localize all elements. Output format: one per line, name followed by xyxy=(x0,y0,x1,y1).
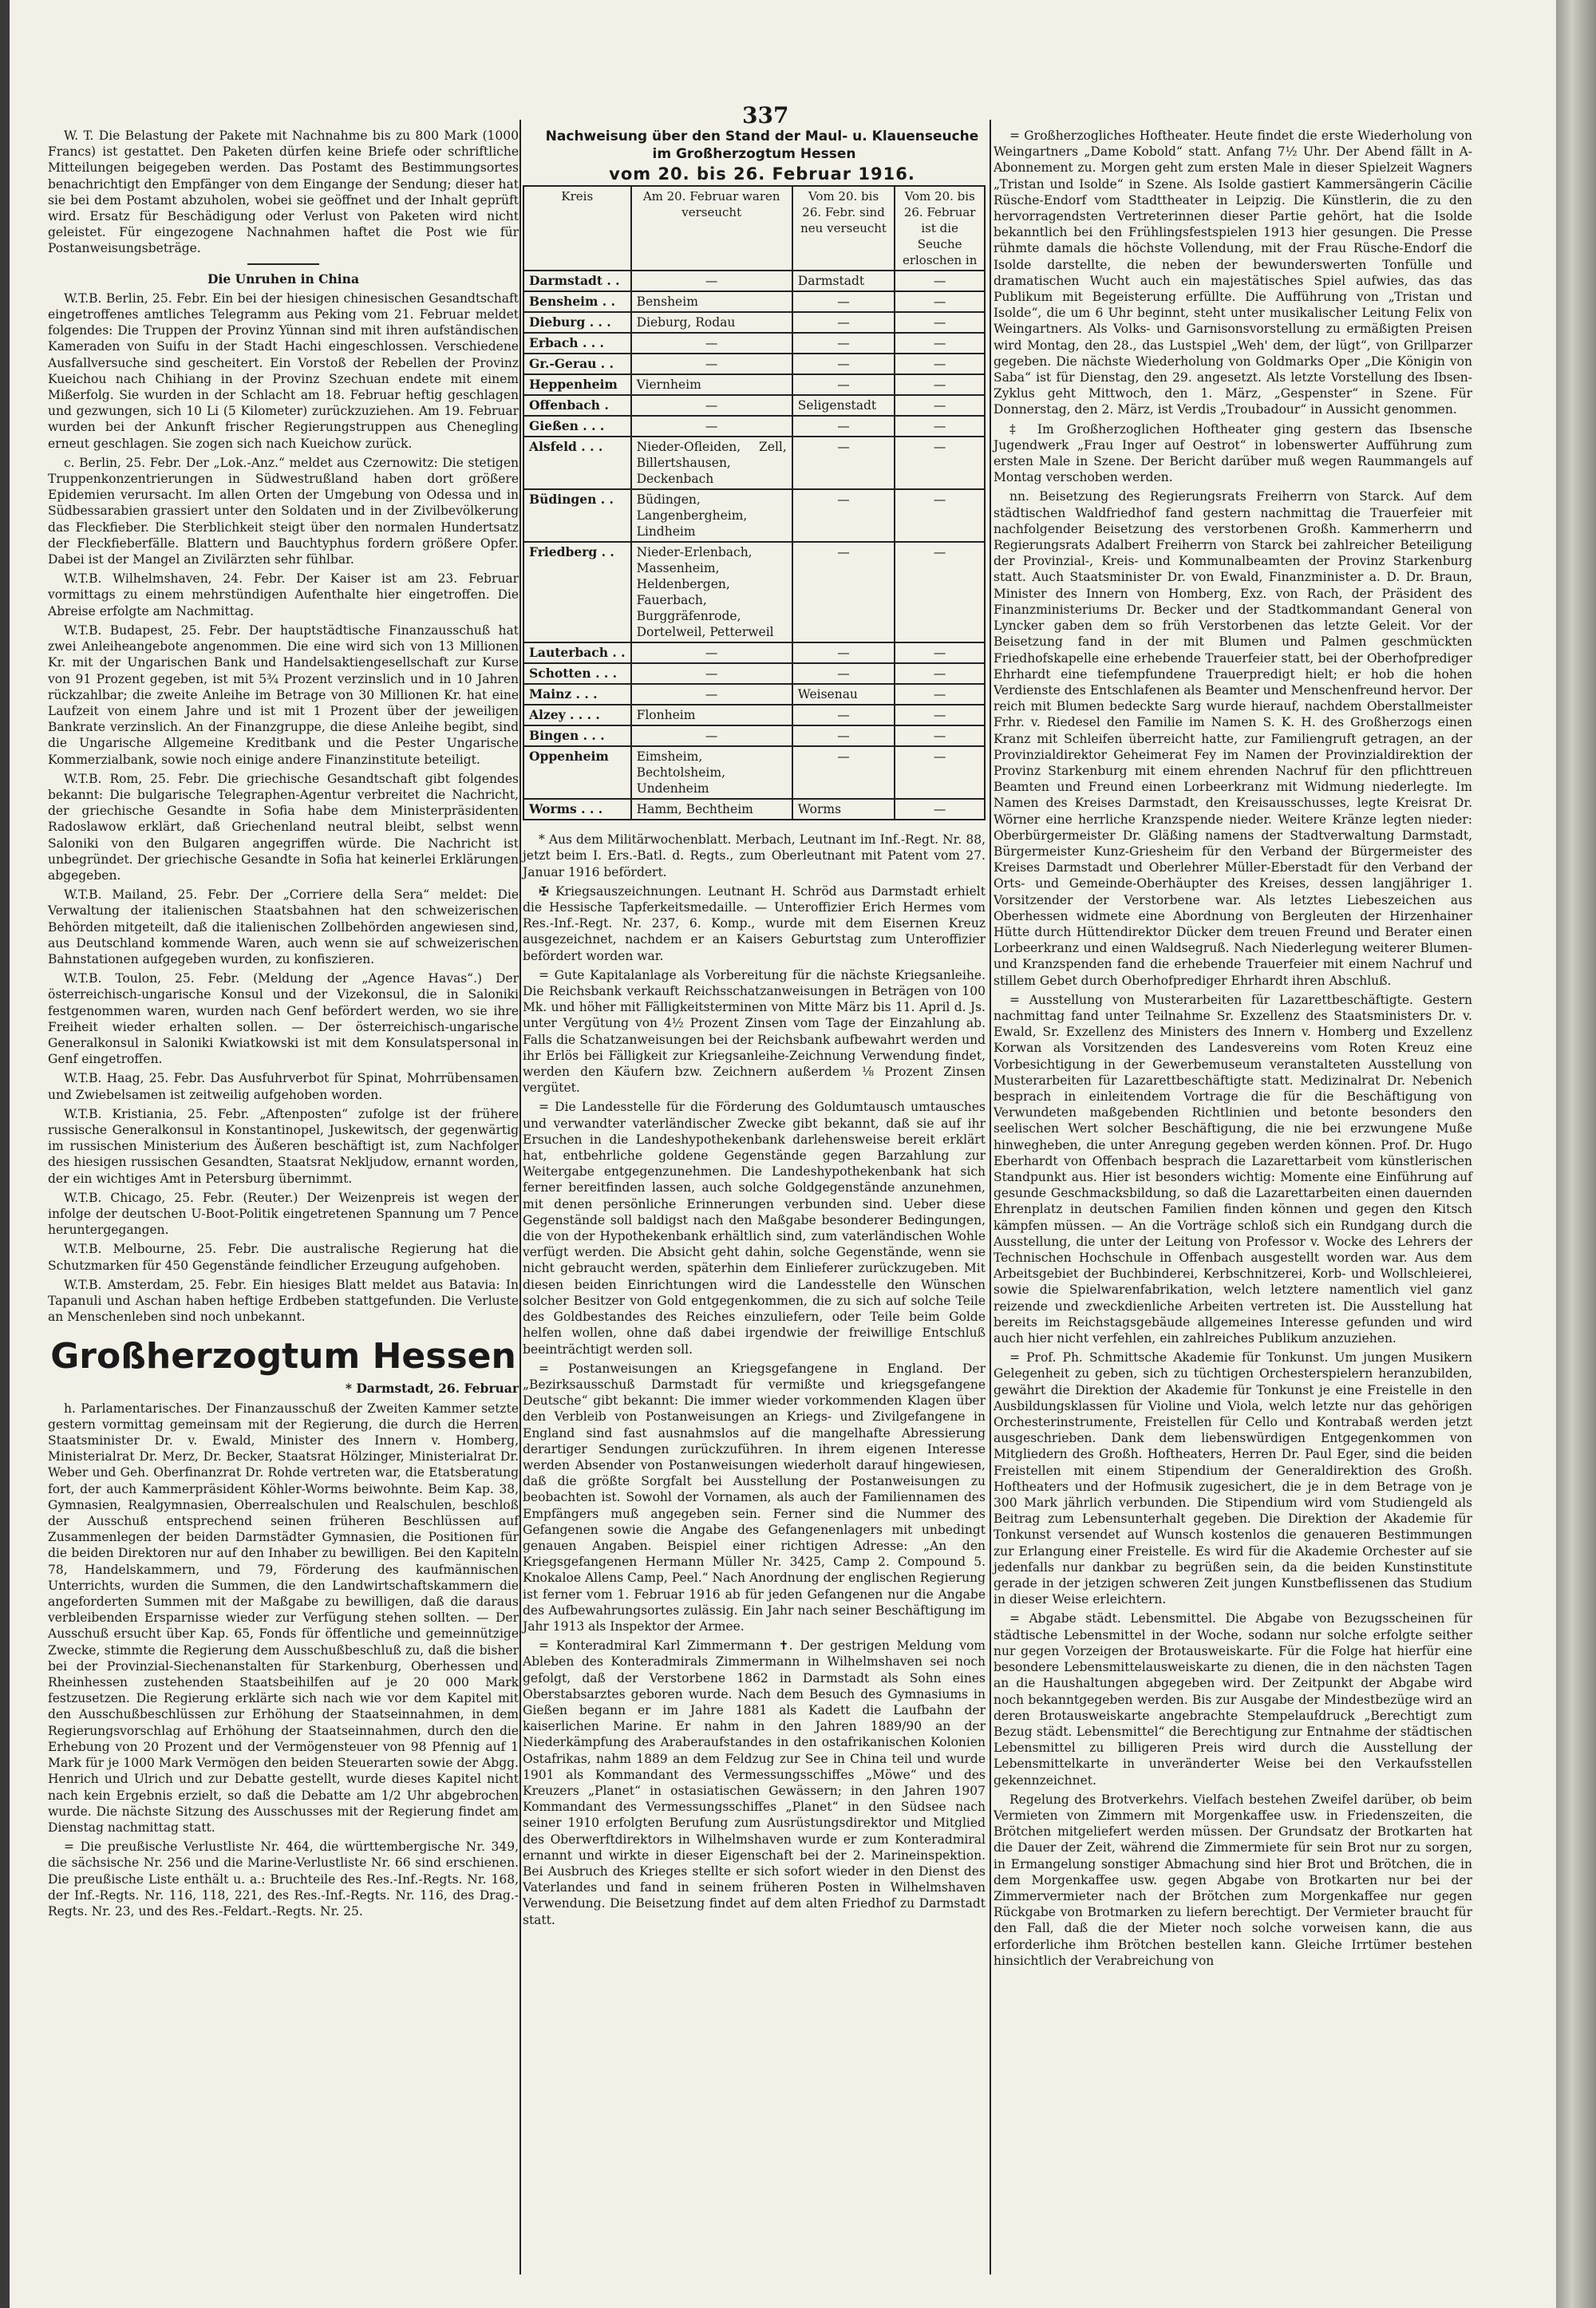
article-paragraph: = Gute Kapitalanlage als Vorbereitung für die nächste Kriegsanleihe. Die Reichsbank verkauft Reichsschatzanweisungen in Beträgen von 100 Mk. und höher mit Fälligkeitsterminen von Mitte März bis 11. April d. Js. unter Vergütung von 4½ Prozent Zinsen vom Tage der Einzahlung ab. Falls die Schatzanweisungen bei der Reichsbank aufbewahrt werden und ihr Erlös bei Fälligkeit zur Kriegsanleihe-Zeichnung Verwendung findet, werden den Käufern bzw. Zeichnern außerdem ⅛ Prozent Zinsen vergütet. xyxy=(523,967,986,1096)
table-row xyxy=(523,312,985,333)
table-cell: — xyxy=(895,663,985,684)
article-paragraph: * Aus dem Militärwochenblatt. Merbach, Leutnant im Inf.-Regt. Nr. 88, jetzt beim I. Ers.-Batl. d. Regts., zum Oberleutnant mit Patent vom 27. Januar 1916 befördert. xyxy=(523,832,986,879)
article-paragraph: W.T.B. Kristiania, 25. Febr. „Aftenposten“ zufolge ist der frühere russische Generalkonsul in Konstantinopel, Juskewitsch, der gegenwärtig im russischen Ministerium des Äußeren beschäftigt ist, zum Nachfolger des hiesigen russischen Gesandten, Staatsrat Nekljudow, ernannt worden, der ein wichtiges Amt in Petersburg übernimmt. xyxy=(48,1106,519,1186)
article-paragraph: ✠ Kriegsauszeichnungen. Leutnant H. Schröd aus Darmstadt erhielt die Hessische Tapferkeitsmedaille. — Unteroffizier Erich Hermes vom Res.-Inf.-Regt. Nr. 237, 6. Komp., wurde mit dem Eisernen Kreuz ausgezeichnet, nachdem er an Kaisers Geburtstag zum Unteroffizier befördert worden war. xyxy=(523,883,986,963)
table-cell-kreis: Bingen . . . xyxy=(523,725,631,746)
table-cell-kreis: Büdingen . . xyxy=(523,489,631,542)
article-paragraph: W.T.B. Berlin, 25. Febr. Ein bei der hiesigen chinesischen Gesandtschaft eingetroffenes amtliches Telegramm aus Peking vom 21. Februar meldet folgendes: Die Truppen der Provinz Yünnan sind mit ihren aufständischen Kameraden von Suifu in der Stadt Hachi eingeschlossen. Verschiedene Ausfallversuche sind gescheitert. Ein Vorstoß der Rebellen der Provinz Kueichou nach Chihiang in der Provinz Szechuan endete mit einem Mißerfolg. Sie wurden in der Schlacht am 18. Februar heftig geschlagen und gezwungen, sich 10 Li (5 Kilometer) zurückzuziehen. Am 19. Februar wurden bei der Ankunft frischer Regierungstruppen aus Chenegling erneut geschlagen. Sie zogen sich nach Kueichow zurück. xyxy=(48,290,519,451)
table-row xyxy=(523,542,985,642)
table-header-row xyxy=(523,186,985,271)
table-row xyxy=(523,416,985,437)
table-header-cell: Kreis xyxy=(523,186,631,271)
table-cell: Viernheim xyxy=(631,374,792,395)
table-cell: — xyxy=(631,271,792,291)
table-cell-kreis: Dieburg . . . xyxy=(523,312,631,333)
table-row xyxy=(523,291,985,312)
table-row xyxy=(523,354,985,374)
table-cell: Büdingen, Langenbergheim, Lindheim xyxy=(631,489,792,542)
table-cell: Nieder-Ofleiden, Zell, Billertshausen, Deckenbach xyxy=(631,437,792,489)
table-cell: — xyxy=(895,291,985,312)
table-cell: — xyxy=(792,542,895,642)
table-row xyxy=(523,746,985,799)
table-cell-kreis: Darmstadt . . xyxy=(523,271,631,291)
column-3-articles xyxy=(994,128,1472,1969)
table-cell: Worms xyxy=(792,799,895,820)
table-row xyxy=(523,333,985,354)
table-cell: Flonheim xyxy=(631,705,792,725)
table-cell-kreis: Friedberg . . xyxy=(523,542,631,642)
hessen-heading: Großherzogtum Hessen xyxy=(50,1336,516,1377)
table-cell: — xyxy=(895,354,985,374)
table-cell: — xyxy=(895,312,985,333)
table-cell: — xyxy=(792,705,895,725)
column-rule-1 xyxy=(519,120,521,2274)
table-cell-kreis: Schotten . . . xyxy=(523,663,631,684)
page-number: 337 xyxy=(742,102,789,128)
table-cell-kreis: Oppenheim xyxy=(523,746,631,799)
table-cell: — xyxy=(792,312,895,333)
article-paragraph: = Die Landesstelle für die Förderung des Goldumtausch umtausches und verwandter vaterländischer Zwecke gibt bekannt, daß sie auf ihr Ersuchen in die Landeshypothekenbank darlehensweise bereit erklärt hat, entbehrliche goldene Gegenstände gegen Barzahlung zur Weitergabe entgegenzunehmen. Die Landeshypothekenbank hat sich ferner bereitfinden lassen, auch solche Goldgegenstände anzunehmen, mit denen persönliche Erinnerungen verbunden sind. Ueber diese Gegenstände soll baldigst nach den Maßgabe besonderer Bedingungen, die von der Hypothekenbank erhältlich sind, zum vaterländischen Wohle verfügt werden. Die Absicht geht dahin, solche Gegenstände, wenn sie nicht gebraucht werden, späterhin dem Einlieferer zurückzugeben. Mit diesen beiden Einrichtungen wird die Landesstelle den Wünschen solcher Besitzer von Gold entgegenkommen, die zu sich auf solche Teile des Goldbestandes des Reiches einzuliefern, oder Teile beim Golde helfen wollen, ohne daß dabei irgendwie der freiwillige Entschluß beeinträchtigt werden soll. xyxy=(523,1100,986,1357)
column-rule-2 xyxy=(990,120,991,2274)
table-cell: — xyxy=(631,725,792,746)
article-paragraph: nn. Beisetzung des Regierungsrats Freiherrn von Starck. Auf dem städtischen Waldfriedhof fand gestern nachmittag die Trauerfeier mit nachfolgender Beisetzung des verstorbenen Großh. Kammerherrn und Regierungsrats Adalbert Freiherrn von Starck bei zahlreicher Beteiligung der Provinzial-, Kreis- und Kommunalbeamten der Provinz Starkenburg statt. Auch Staatsminister Dr. von Ewald, Finanzminister a. D. Dr. Braun, Minister des Innern von Homberg, Exz. von Rach, der Präsident des Finanzministeriums Dr. Becker und der Stadtkommandant General von Lyncker gaben dem so früh Verstorbenen das letzte Geleit. Vor der Beisetzung fand in der mit Blumen und Palmen geschmückten Friedhofskapelle eine erhebende Trauerfeier statt, bei der Oberhofprediger Ehrhardt eine tiefempfundene Trauerpredigt hielt; er hob die hohen Verdienste des Entschlafenen als Beamter und Menschenfreund hervor. Der reich mit Blumen bedeckte Sarg wurde hierauf, nachdem Oberstallmeister Frhr. v. Riedesel den Familie im Namen S. K. H. des Großherzogs einen Kranz mit Schleifen überreicht hatte, zur Familiengruft getragen, an der Provinzialdirektor Geheimerat Fey im Namen der Provinzialdirektion der Provinz Starkenburg mit einem ehrenden Nachruf für den pflichttreuen Beamten und Freund einen Lorbeerkranz mit Widmung niederlegte. Im Namen des Kreises Darmstadt, den Kreisausschusses, legte Kreisrat Dr. Wörner eine herrliche Kranzspende nieder. Weitere Kränze legten nieder: Oberbürgermeister Dr. Gläßing namens der Stadtverwaltung Darmstadt, Bürgermeister Kunz-Griesheim für den Verband der Bürgermeister des Kreises Darmstadt und Oberlehrer Müller-Eberstadt für den Verband der Orts- und Gemeinde-Oberhäupter des Kreises, dessen langjähriger 1. Vorsitzender der Verstorbene war. Als letztes Liebeszeichen aus Oberhessen widmete eine Abordnung von Bergleuten der Hirzenhainer Hütte durch Hüttendirektor Dücker dem treuen Freund und Berater einen Lorbeerkranz und einen Waldsegruß. Nach Niederlegung weiterer Blumen- und Kranzspenden fand die erhebende Trauerfeier mit einem Nachruf und stillem Gebet durch Oberhofprediger Ehrhardt ihren Abschluß. xyxy=(994,489,1472,988)
table-row xyxy=(523,395,985,416)
table-cell-kreis: Erbach . . . xyxy=(523,333,631,354)
table-cell: — xyxy=(792,374,895,395)
table-cell: Darmstadt xyxy=(792,271,895,291)
article-paragraph: W.T.B. Amsterdam, 25. Febr. Ein hiesiges Blatt meldet aus Batavia: In Tapanuli und Aschan haben heftige Erdbeben stattgefunden. Die Verluste an Menschenleben sind noch unbekannt. xyxy=(48,1277,519,1325)
table-cell: — xyxy=(792,291,895,312)
table-cell: — xyxy=(792,354,895,374)
table-cell-kreis: Bensheim . . xyxy=(523,291,631,312)
table-cell: — xyxy=(631,642,792,663)
table-cell: — xyxy=(895,642,985,663)
table-cell-kreis: Worms . . . xyxy=(523,799,631,820)
table-cell: — xyxy=(895,725,985,746)
article-paragraph: = Postanweisungen an Kriegsgefangene in England. Der „Bezirksausschuß Darmstadt für vermißte und kriegsgefangene Deutsche“ gibt bekannt: Die immer wieder vorkommenden Klagen über den Verbleib von Postanweisungen an Kriegs- und Zivilgefangene in England sind fast ausnahmslos auf die mangelhafte Abressierung derartiger Sendungen zurückzuführen. In ihrem eigenen Interesse werden Absender von Postanweisungen wiederholt darauf hingewiesen, daß die größte Sorgfalt bei Ausstellung der Postanweisungen zu beobachten ist. Sowohl der Vornamen, als auch der Familiennamen des Empfängers muß angegeben sein. Ferner sind die Nummer des Gefangenen sowie die Angabe des Gefangenenlagers mit unbedingt genauen Angaben. Beispiel einer richtigen Adresse: „An den Kriegsgefangenen Hermann Müller Nr. 3425, Camp 2. Compound 5. Knokaloe Allens Camp, Peel.“ Nach Anordnung der englischen Regierung ist ferner vom 1. Februar 1916 ab für jeden Gefangenen nur die Angabe des Aufbewahrungsortes zulässig. Ein Jahr nach seiner Beschäftigung im Jahr 1913 als Inspektor der Armee. xyxy=(523,1361,986,1634)
divider xyxy=(247,263,319,265)
table-cell: Weisenau xyxy=(792,684,895,705)
article-paragraph: W.T.B. Melbourne, 25. Febr. Die australische Regierung hat die Schutzmarken für 450 Gegenstände feindlicher Erzeugung aufgehoben. xyxy=(48,1242,519,1273)
column-2-articles xyxy=(523,832,986,1928)
table-row xyxy=(523,489,985,542)
table-cell: — xyxy=(792,663,895,684)
table-cell: — xyxy=(895,395,985,416)
column-2 xyxy=(523,128,986,1931)
table-cell: — xyxy=(792,489,895,542)
table-cell-kreis: Offenbach . xyxy=(523,395,631,416)
table-row xyxy=(523,663,985,684)
column-3 xyxy=(994,128,1472,1972)
article-paragraph: = Abgabe städt. Lebensmittel. Die Abgabe von Bezugsscheinen für städtische Lebensmittel in der Woche, sodann nur solche erfolgte seither nur gegen Vorzeigen der Brotausweiskarte. Für die Folge hat hierfür eine besondere Lebensmittelausweiskarte zu dienen, die in den nächsten Tagen an die Haushaltungen abgegeben wird. Der Zeitpunkt der Abgabe wird noch bekanntgegeben werden. Bis zur Ausgabe der Mindestbezüge wird an deren Brotausweiskarte angebrachte Stempelaufdruck „Berechtigt zum Bezug städt. Lebensmittel“ die Berechtigung zur Entnahme der städtischen Lebensmittel zu billigeren Preis wird durch die Ausstellung der Lebensmittelkarte in unveränderter Weise bei den Verkaufsstellen gekennzeichnet. xyxy=(994,1611,1472,1788)
table-row xyxy=(523,437,985,489)
table-row xyxy=(523,271,985,291)
table-row xyxy=(523,725,985,746)
article-paragraph: = Prof. Ph. Schmittsche Akademie für Tonkunst. Um jungen Musikern Gelegenheit zu geben, sich zu tüchtigen Orchesterspielern heranzubilden, gewährt die Direktion der Akademie für Tonkunst je eine Freistelle in den Ausbildungsklassen für Violine und Viola, welch letzte nur das gehörigen Orchesterinstrumente, Freistellen für Cello und Kontrabaß werden jetzt ausgeschrieben. Dank dem liebenswürdigen Entgegenkommen von Mitgliedern des Großh. Hoftheaters, Herren Dr. Paul Eger, sind die beiden Freistellen mit einem Stipendium der Generaldirektion des Großh. Hoftheaters und der Hofmusik zugesichert, die je in dem Betrage von je 300 Mark jährlich verbunden. Die Stipendium wird vom Studiengeld als Beitrag zum Lebensunterhalt gegeben. Die Direktion der Akademie für Tonkunst versendet auf Wunsch kostenlos die genaueren Bestimmungen zur Erlangung einer Freistelle. Es wird für die Akademie Orchester auf sie jedenfalls nur dankbar zu begrüßen sein, da die beiden Kunstinstitute gerade in der jetzigen schweren Zeit jungen Kunstbeflissenen das Studium in dieser Weise erleichtern. xyxy=(994,1350,1472,1607)
column-1 xyxy=(48,128,519,1923)
table-cell: — xyxy=(895,746,985,799)
table-row xyxy=(523,642,985,663)
table-cell: — xyxy=(895,542,985,642)
hessen-articles xyxy=(48,1401,519,1920)
article-paragraph: c. Berlin, 25. Febr. Der „Lok.-Anz.“ meldet aus Czernowitz: Die stetigen Truppenkonzentrierungen in Südwestrußland haben dort größere Epidemien verursacht. Im allen Orten der Umgebung von Odessa und in Südbessarabien grassiert unter den Soldaten und in der Zivilbevölkerung das Fleckfieber. Die Sterblichkeit steigt über den normalen Hundertsatz der Fleckfieberfälle. Blattern und Bauchtyphus fordern größere Opfer. Dabei ist der Mangel an Zivilärzten sehr fühlbar. xyxy=(48,455,519,567)
table-cell: — xyxy=(631,684,792,705)
table-cell: — xyxy=(631,333,792,354)
article-paragraph: h. Parlamentarisches. Der Finanzausschuß der Zweiten Kammer setzte gestern vormittag gemeinsam mit der Regierung, die durch die Herren Staatsminister Dr. v. Ewald, Minister des Innern v. Homberg, Ministerialrat Dr. Merz, Dr. Becker, Staatsrat Hölzinger, Ministerialrat Dr. Weber und Geh. Oberfinanzrat Dr. Rohde vertreten war, die Etatsberatung fort, der auch Kammerpräsident Köhler-Worms beiwohnte. Beim Kap. 38, Gymnasien, Realgymnasien, Oberrealschulen und Realschulen, beschloß der Ausschuß entsprechend seinen früheren Beschlüssen auf Zusammenlegen der beiden Darmstädter Gymnasien, die Positionen für die beiden Direktoren nur auf den Inhaber zu bewilligen. Bei den Kapiteln 78, Handelskammern, und 79, Förderung des kaufmännischen Unterrichts, wurden die Summen, die den Landwirtschaftskammern die angeforderten Summen mit der Maßgabe zu bewilligen, daß die daraus verbleibenden Ersparnisse wieder zur Verfügung stehen sollten. — Der Ausschuß ersucht über Kap. 65, Fonds für öffentliche und gemeinnützige Zwecke, stimmte die Regierung dem Ausschußbeschluß zu, daß die bisher bei der Provinzial-Siechenanstalten für Starkenburg, Oberhessen und Rheinhessen zustehenden Staatsbeihilfen auf je 20 000 Mark festzusetzen. Die Regierung erklärte sich nach wie vor dem Kapitel mit den Ausschußbeschlüssen zur Erhöhung der Staatseinnahmen, in dem Regierungsvorschlag auf Erhöhung der Staatseinnahmen, durch den die Erhebung von 20 Prozent und der Vermögensteuer von 98 Pfennig auf 1 Mark für je 1000 Mark Vermögen den beiden Steuerarten sowie der Abgg. Henrich und Ulrich und zur Debatte gestellt, wurde dieses Kapitel nicht nach kein Ergebnis erzielt, so daß die Debatte am 1/2 Uhr abgebrochen wurde. Die nächste Sitzung des Ausschusses mit der Regierung findet am Dienstag nachmittag statt. xyxy=(48,1401,519,1835)
table-cell: — xyxy=(631,354,792,374)
table-cell-kreis: Alzey . . . . xyxy=(523,705,631,725)
table-cell: — xyxy=(792,725,895,746)
seuche-table xyxy=(523,185,986,820)
table-cell: — xyxy=(792,333,895,354)
table-header-cell: Vom 20. bis 26. Febr. sind neu verseucht xyxy=(792,186,895,271)
table-cell-kreis: Mainz . . . xyxy=(523,684,631,705)
article-paragraph: = Konteradmiral Karl Zimmermann ✝. Der gestrigen Meldung vom Ableben des Konteradmirals Zimmermann in Wilhelmshaven sei noch gefolgt, daß der Verstorbene 1862 in Darmstadt als Sohn eines Oberstabsarztes geboren wurde. Nach dem Besuch des Gymnasiums in Gießen begann er im Jahre 1881 als Kadett die Laufbahn der kaiserlichen Marine. Er nahm in den Jahren 1889/90 an der Niederkämpfung des Araberaufstandes in den ostafrikanischen Kolonien Ostafrikas, nahm 1889 an dem Feldzug zur See in China teil und wurde 1901 als Kommandant des Vermessungsschiffes „Möwe“ und des Kreuzers „Planet“ in ostasiatischen Gewässern; in den Jahren 1907 Kommandant des Vermessungsschiffes „Planet“ in den Südsee nach seiner 1910 erfolgten Berufung zum Ausrüstungsdirektor und Mitglied des Oberwerftdirektors in Wilhelmshaven wurde er zum Konteradmiral ernannt und wirkte in dieser Eigenschaft bei der 2. Marineinspektion. Bei Ausbruch des Krieges stellte er sich sofort wieder in den Dienst des Vaterlandes und fand in seinem früheren Posten in Wilhelmshaven Verwendung. Die Beisetzung findet auf dem alten Friedhof zu Darmstadt statt. xyxy=(523,1638,986,1927)
article-paragraph: W.T.B. Mailand, 25. Febr. Der „Corriere della Sera“ meldet: Die Verwaltung der italienischen Staatsbahnen hat den schweizerischen Behörden mitgeteilt, daß die italienischen Zollbehörden angewiesen sind, aus Deutschland kommende Waren, auch wenn sie auf schweizerischen Bahnstationen aufgegeben wurden, zu konfiszieren. xyxy=(48,887,519,966)
table-cell: — xyxy=(895,705,985,725)
china-heading: Die Unruhen in China xyxy=(207,271,359,287)
china-articles xyxy=(48,290,519,1326)
article-paragraph: W.T.B. Budapest, 25. Febr. Der hauptstädtische Finanzausschuß hat zwei Anleiheangebote angenommen. Die eine wird sich von 13 Millionen Kr. mit der Ungarischen Bank und Handelsaktiengesellschaft zur Kurse von 91 Prozent gegeben, ist mit 5¾ Prozent verzinslich und in 10 Jahren rückzahlbar; die zweite Anleihe im Betrage von 30 Millionen Kr. hat eine Laufzeit von einem Jahre und ist mit 1 Prozent über der jeweiligen Bankrate verzinslich. An der Finanzgruppe, die diese Anleihe begibt, sind die Ungarische Allgemeine Kreditbank und die Pester Ungarische Kommerzialbank, sowie noch einige andere Finanzinstitute beteiligt. xyxy=(48,622,519,767)
table-row xyxy=(523,799,985,820)
table-cell: — xyxy=(895,489,985,542)
table-cell: — xyxy=(895,799,985,820)
page-left-edge xyxy=(0,0,10,2308)
table-cell: — xyxy=(631,416,792,437)
article-paragraph: Regelung des Brotverkehrs. Vielfach bestehen Zweifel darüber, ob beim Vermieten von Zimmern mit Morgenkaffee usw. in Friedenszeiten, die Brötchen mitgeliefert werden müssen. Der Grundsatz der Brotkarten hat die Dauer der Zeit, während die Zimmermiete für sein Brot nur zu sorgen, in Ermangelung sonstiger Abmachung sind hier Brot und Brötchen, die in dem Morgenkaffee usw. gegen Abgabe von Brotkarten nur bei der Zimmervermieter nach der Brötchen zum Morgenkaffee nur gegen Rückgabe von Brotmarken zu liefern berechtigt. Der Vermieter braucht für den Fall, daß die der Mieter noch solche vorweisen kann, die aus erforderliche ihm Brötchen bestellen kann. Gleiche Irrtümer bestehen hinsichtlich der Verabreichung von xyxy=(994,1792,1472,1968)
table-cell: Dieburg, Rodau xyxy=(631,312,792,333)
table-cell-kreis: Gr.-Gerau . . xyxy=(523,354,631,374)
article-paragraph: W.T.B. Wilhelmshaven, 24. Febr. Der Kaiser ist am 23. Februar vormittags zu einem mehrstündigen Aufenthalte hier eingetroffen. Die Abreise erfolgte am Nachmittag. xyxy=(48,571,519,618)
table-row xyxy=(523,374,985,395)
table-cell-kreis: Gießen . . . xyxy=(523,416,631,437)
article-paragraph: = Die preußische Verlustliste Nr. 464, die württembergische Nr. 349, die sächsische Nr. 256 und die Marine-Verlustliste Nr. 66 sind erschienen. Die preußische Liste enthält u. a.: Bruchteile des Res.-Inf.-Regts. Nr. 168, der Inf.-Regts. Nr. 116, 118, 221, des Res.-Inf.-Regts. Nr. 116, des Drag.-Regts. Nr. 23, und des Res.-Feldart.-Regts. Nr. 25. xyxy=(48,1840,519,1919)
table-header-cell: Vom 20. bis 26. Februar ist die Seuche erloschen in xyxy=(895,186,985,271)
article-paragraph: W.T.B. Chicago, 25. Febr. (Reuter.) Der Weizenpreis ist wegen der infolge der deutschen U-Boot-Politik eingetretenen Spannung um 7 Pence heruntergegangen. xyxy=(48,1190,519,1238)
column-1-intro xyxy=(48,128,519,257)
book-spine xyxy=(1556,0,1596,2308)
table-row xyxy=(523,684,985,705)
table-cell: Seligenstadt xyxy=(792,395,895,416)
table-date: vom 20. bis 26. Februar 1916. xyxy=(609,164,915,184)
article-paragraph: = Ausstellung von Musterarbeiten für Lazarettbeschäftigte. Gestern nachmittag fand unter Teilnahme Sr. Exzellenz des Staatsministers Dr. v. Ewald, Sr. Exzellenz des Ministers des Innern v. Homberg und Exzellenz Korwan als Vorsitzenden des Landesvereins vom Roten Kreuz eine Vorbesichtigung in der Gewerbemuseum veranstalteten Ausstellung von Musterarbeiten für Lazarettbeschäftigte statt. Medizinalrat Dr. Nebenich besprach in einleitendem Vortrage die für die Beschäftigung von Verwundeten maßgebenden Richtlinien und betonte besonders den seelischen Wert solcher Beschäftigung, die nie bei erzwungene Muße hinwegheben, die unter Anregung gegeben werden können. Prof. Dr. Hugo Eberhardt von Offenbach besprach die Lazarettarbeit vom künstlerischen Standpunkt aus. Hier ist besonders wichtig: Momente eine Einführung auf gesunde Geschmacksbildung, so daß die Lazarettarbeiten einen dauernden Ehrenplatz in deutschen Familien finden können und gegen den Kitsch kämpfen müssen. — An die Vorträge schloß sich ein Rundgang durch die Ausstellung, die unter der Leitung von Professor v. Wocke des Lehrers der Technischen Hochschule in Offenbach ausgestellt worden war. Aus dem Arbeitsgebiet der Buchbinderei, Kerbschnitzerei, Korb- und Wollschleierei, sowie die Spielwarenfabrikation, welch letztere namentlich viel ganz reizende und zweckdienliche Arbeiten vertreten ist. Die Ausstellung hat bereits im Reichstagsgebäude allgemeines Interesse gefunden und wird auch hier nicht verfehlen, ein zahlreiches Publikum anzuziehen. xyxy=(994,992,1472,1346)
table-cell: — xyxy=(631,663,792,684)
article-paragraph: = Großherzogliches Hoftheater. Heute findet die erste Wiederholung von Weingartners „Dame Kobold“ statt. Anfang 7½ Uhr. Der Abend fällt in A-Abonnement zu. Morgen geht zum ersten Male in dieser Spielzeit Wagners „Tristan und Isolde“ in Szene. Als Isolde gastiert Kammersängerin Cäcilie Rüsche-Endorf vom Stadttheater in Leipzig. Die Künstlerin, die zu den hervorragendsten Vertreterinnen dieser Partie gehört, hat die Isolde bekanntlich bei den Frühlingsfestspielen 1913 hier gesungen. Die Presse rühmte damals die höchste Vollendung, mit der Frau Rüsche-Endorf die Isolde darstellte, die neben der bewunderswerten Tonfülle und dramatischen Wucht auch ein majestätisches Spiel aufwies, das das Publikum mit Begeisterung erfüllte. Die Aufführung von „Tristan und Isolde“, die um 6 Uhr beginnt, steht unter musikalischer Leitung Felix von Weingartners. Als Volks- und Garnisonsvorstellung zu ermäßigten Preisen wird Montag, den 28., das Lustspiel „Weh' dem, der lügt“, von Grillparzer gegeben. Die nächste Wiederholung von Goldmarks Oper „Die Königin von Saba“ ist für Dienstag, den 29. angesetzt. Als letzte Vorstellung des Ibsen-Zyklus geht Mittwoch, den 1. März, „Gespenster“ in Szene. Für Donnerstag, den 2. März, ist Verdis „Troubadour“ in Aussicht genommen. xyxy=(994,128,1472,417)
table-cell: Bensheim xyxy=(631,291,792,312)
table-cell: — xyxy=(895,684,985,705)
hessen-dateline: * Darmstadt, 26. Februar xyxy=(345,1381,519,1397)
table-cell: — xyxy=(792,416,895,437)
table-header-cell: Am 20. Februar waren verseucht xyxy=(631,186,792,271)
table-cell-kreis: Lauterbach . . xyxy=(523,642,631,663)
table-cell: — xyxy=(792,746,895,799)
table-cell: — xyxy=(895,416,985,437)
table-cell: — xyxy=(631,395,792,416)
table-cell-kreis: Heppenheim xyxy=(523,374,631,395)
table-cell: — xyxy=(895,374,985,395)
article-paragraph: W.T.B. Toulon, 25. Febr. (Meldung der „Agence Havas“.) Der österreichisch-ungarische Konsul und der Vizekonsul, die in Saloniki festgenommen waren, wurden nach Genf befördert werden, wo sie ihre Freiheit wieder erhalten sollen. — Der österreichisch-ungarische Generalkonsul in Saloniki Kwiatkowski ist mit dem Konsulatspersonal in Genf eingetroffen. xyxy=(48,971,519,1067)
table-cell-kreis: Alsfeld . . . xyxy=(523,437,631,489)
article-paragraph: W. T. Die Belastung der Pakete mit Nachnahme bis zu 800 Mark (1000 Francs) ist gestattet. Den Paketen dürfen keine Briefe oder schriftliche Mitteilungen beigegeben werden. Das Postamt des Bestimmungsortes benachrichtigt den Empfänger von dem Eingange der Sendung; dieser hat sie bei dem Postamt abzuholen, wobei sie geöffnet und der Inhalt geprüft wird. Ersatz für Beschädigung oder Verlust von Paketen wird nicht geleistet. Für eingezogene Nachnahmen haftet die Post wie für Postanweisungsbeträge. xyxy=(48,128,519,256)
table-cell: Hamm, Bechtheim xyxy=(631,799,792,820)
table-cell: — xyxy=(895,437,985,489)
table-cell: — xyxy=(792,437,895,489)
table-cell: — xyxy=(792,642,895,663)
table-cell: Eimsheim, Bechtolsheim, Undenheim xyxy=(631,746,792,799)
article-paragraph: W.T.B. Rom, 25. Febr. Die griechische Gesandtschaft gibt folgendes bekannt: Die bulgarische Telegraphen-Agentur verbreitet die Nachricht, der griechische Gesandte in Sofia habe dem Ministerpräsidenten Radoslawow erklärt, daß Griechenland neutral bleibt, selbst wenn Saloniki von den Bulgaren angegriffen würde. Die Nachricht ist unbegründet. Der griechische Gesandte in Sofia hat keinerlei Erklärungen abgegeben. xyxy=(48,771,519,883)
table-cell: Nieder-Erlenbach, Massenheim, Heldenbergen, Fauerbach, Burggräfenrode, Dortelweil, Petterweil xyxy=(631,542,792,642)
table-cell: — xyxy=(895,271,985,291)
table-cell: — xyxy=(895,333,985,354)
article-paragraph: ‡ Im Großherzoglichen Hoftheater ging gestern das Ibsensche Jugendwerk „Frau Inger auf Oestrot“ in lobenswerter Aufführung zum ersten Male in Szene. Der Bericht darüber muß wegen Raummangels auf Montag verschoben werden. xyxy=(994,421,1472,485)
table-title: Nachweisung über den Stand der Maul- u. Klauenseuche im Großherzogtum Hessen xyxy=(545,128,979,162)
table-row xyxy=(523,705,985,725)
article-paragraph: W.T.B. Haag, 25. Febr. Das Ausfuhrverbot für Spinat, Mohrrübensamen und Zwiebelsamen ist zeitweilig aufgehoben worden. xyxy=(48,1071,519,1102)
table-body xyxy=(523,271,985,820)
